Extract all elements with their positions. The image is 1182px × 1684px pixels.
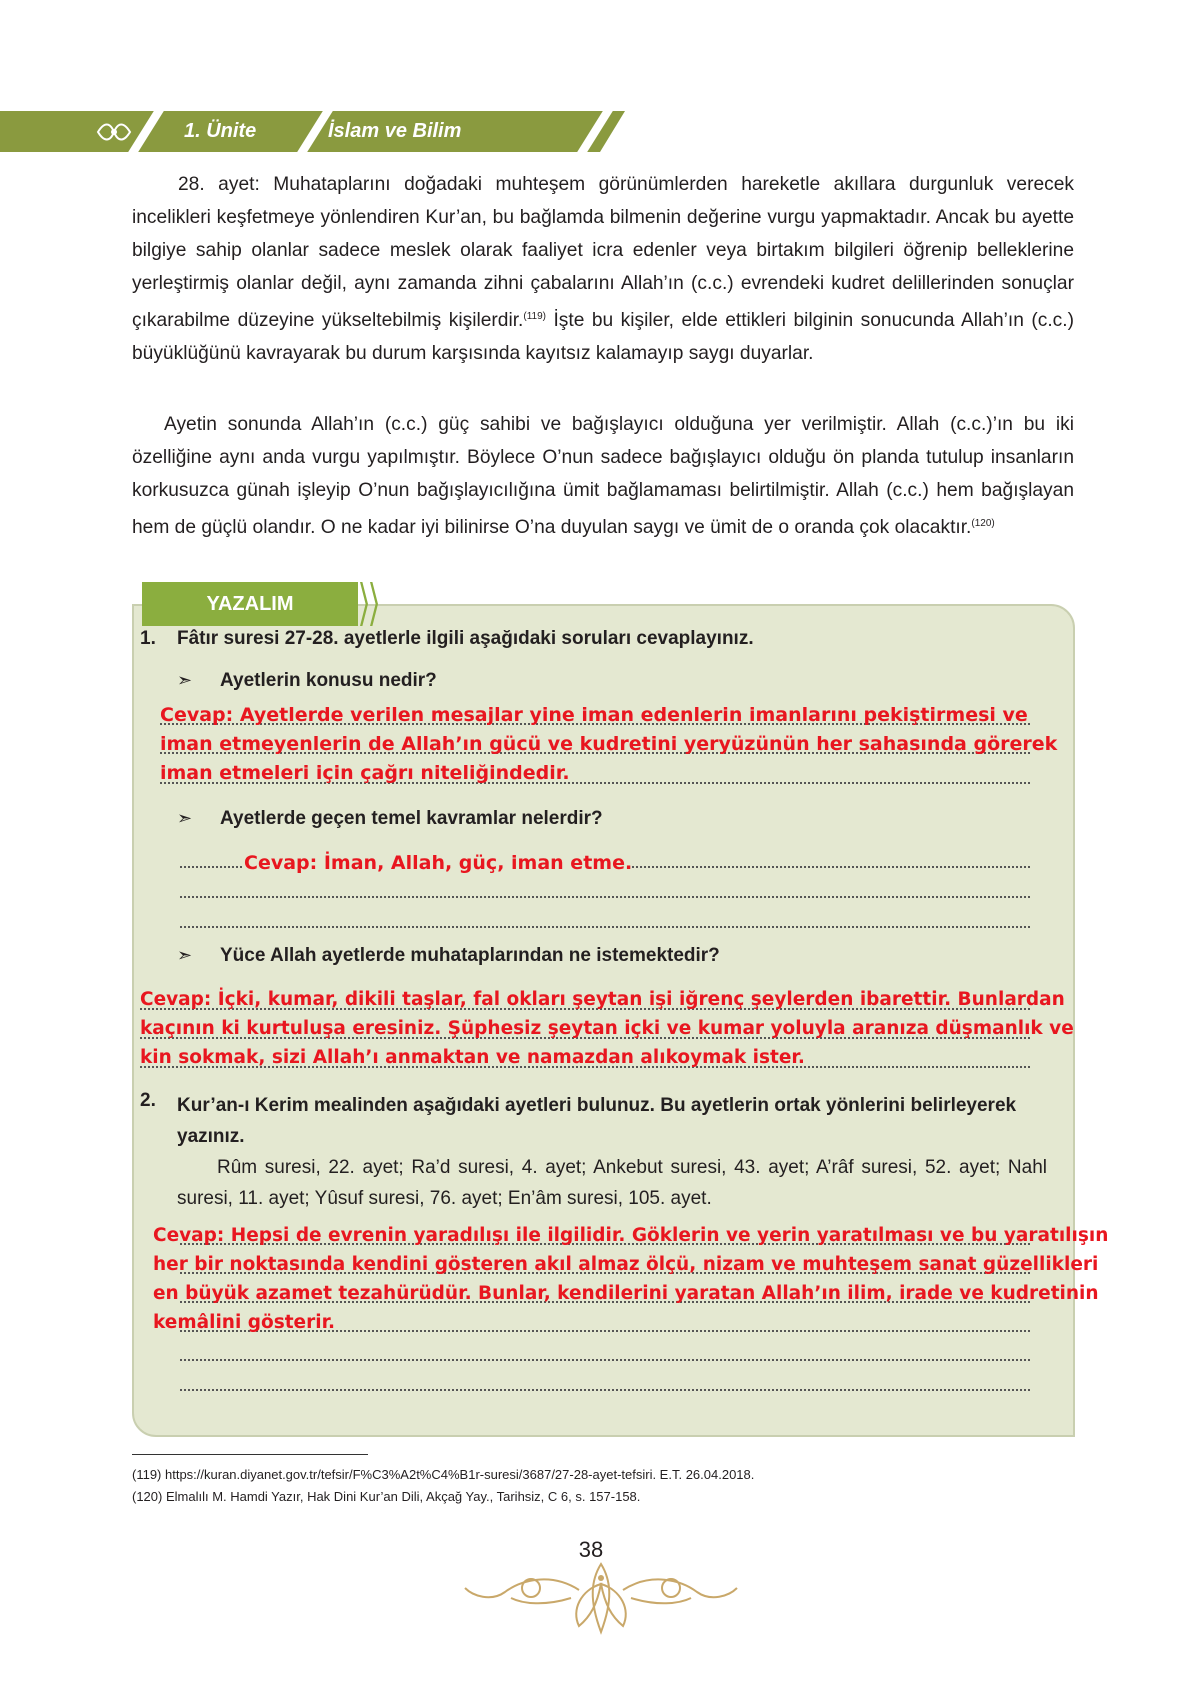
activity-title: YAZALIM — [206, 593, 294, 615]
decorative-ornament-icon — [461, 1560, 741, 1636]
answer-text: Cevap: Hepsi de evrenin yaradılışı ile ilgilidir. Göklerin ve yerin yaratılması ve bu yaratılışın her bir noktasında kendini gösteren akıl almaz ölçü, nizam ve muhteşem sanat güzellikleri en büyük azamet tezahürüdür. Bunlar, kendilerini yaratan Allah’ın ilim, irade ve kudretinin kemâlini gösterir. — [153, 1225, 1109, 1333]
footnote-ref: (120) — [971, 518, 995, 529]
paragraph-text: Ayetin sonunda Allah’ın (c.c.) güç sahibi ve bağışlayıcı olduğuna yer verilmiştir. Allah (c.c.)’ın bu iki özelliğine aynı anda vurgu yapılmıştır. Böylece O’nun sadece bağışlayıcı olduğu ön planda tutulup insanların korkusuzca günah işleyip O’nun bağışlayıcılığına ümit bağlamaması belirtilmiştir. Allah (c.c.) hem bağışlayan hem de güçlü olandır. O ne kadar iyi bilinirse O’na duyulan saygı ve ümit de o oranda çok olacaktır. — [132, 414, 1074, 538]
paragraph-text: 28. ayet: Muhataplarını doğadaki muhteşem görünümlerden hareketle akıllara durgunluk verecek incelikleri keşfetmeye yönlendiren Kur’an, bu bağlamda bilmenin değerine vurgu yapmaktadır. Ancak bu ayette bilgiye sahip olanlar sadece meslek olarak faaliyet icra edenler veya birtakım bilgileri öğrenip belleklerine yerleştirmiş olanlar değil, aynı zamanda zihni çabalarını Allah’ın (c.c.) evrendeki kudret delillerinden sonuçlar çıkarabilme düzeyine yükseltebilmiş kişilerdir. — [132, 174, 1074, 331]
arrow-bullet-icon: ➣ — [177, 945, 193, 965]
answer-text: Cevap: İçki, kumar, dikili taşlar, fal okları şeytan işi iğrenç şeylerden ibarettir. Bunlardan kaçının ki kurtuluşa eresiniz. Şüphesiz şeytan içki ve kumar yoluyla aranıza düşmanlık ve kin sokmak, sizi Allah’ı anmaktan ve namazdan alıkoymak ister. — [140, 989, 1074, 1068]
paragraph-ayet-28 — [132, 168, 1074, 370]
answer-line — [180, 926, 1030, 928]
unit-header-band — [0, 111, 625, 152]
footnote-ref: (119) — [523, 311, 546, 322]
arrow-bullet-icon: ➣ — [177, 808, 193, 828]
answer-line — [180, 896, 1030, 898]
ornament-logo-icon — [96, 119, 132, 145]
question-number: 2. — [140, 1090, 156, 1111]
verse-list: Rûm suresi, 22. ayet; Ra’d suresi, 4. ayet; Ankebut suresi, 43. ayet; A’râf suresi, 52. ayet; Nahl suresi, 11. ayet; Yûsuf suresi, 76. ayet; En’âm suresi, 105. ayet. — [177, 1157, 1047, 1209]
answer-line — [180, 1389, 1030, 1391]
paragraph-ayet-sonu — [132, 408, 1074, 544]
subquestion-istek: Yüce Allah ayetlerde muhataplarından ne istemektedir? — [220, 945, 720, 966]
paragraph-text: İşte bu kişiler, elde ettikleri bilginin sonucunda Allah’ın (c.c.) büyüklüğünü kavrayarak bu durum karşısında kayıtsız kalamayıp saygı duyarlar. — [132, 310, 1074, 364]
subquestion-konu: Ayetlerin konusu nedir? — [220, 670, 437, 691]
question-1-text: Fâtır suresi 27-28. ayetlerle ilgili aşağıdaki soruları cevaplayınız. — [177, 628, 754, 649]
page-number: 38 — [578, 1537, 604, 1562]
subquestion-kavramlar: Ayetlerde geçen temel kavramlar nelerdir? — [220, 808, 603, 829]
unit-topic: İslam ve Bilim — [328, 120, 462, 142]
unit-label: 1. Ünite — [184, 120, 257, 142]
answer-line — [180, 1359, 1030, 1361]
question-number: 1. — [140, 628, 156, 649]
question-2-text: Kur’an-ı Kerim mealinden aşağıdaki ayetleri bulunuz. Bu ayetlerin ortak yönlerini belirleyerek yazınız. — [177, 1095, 1017, 1147]
footnote-119: (119) https://kuran.diyanet.gov.tr/tefsir/F%C3%A2t%C4%B1r-suresi/3687/27-28-ayet-tefsiri. E.T. 26.04.2018. — [132, 1467, 755, 1482]
answer-text: Cevap: Ayetlerde verilen mesajlar yine iman edenlerin imanlarını pekiştirmesi ve iman etmeyenlerin de Allah’ın gücü ve kudretini yeryüzünün her sahasında görerek iman etmeleri için çağrı niteliğindedir. — [160, 704, 1058, 784]
footnote-divider — [132, 1454, 368, 1455]
arrow-bullet-icon: ➣ — [177, 670, 193, 690]
footnote-120: (120) Elmalılı M. Hamdi Yazır, Hak Dini Kur’an Dili, Akçağ Yay., Tarihsiz, C 6, s. 157-158. — [132, 1489, 641, 1504]
answer-text: Cevap: İman, Allah, güç, iman etme. — [244, 852, 633, 874]
